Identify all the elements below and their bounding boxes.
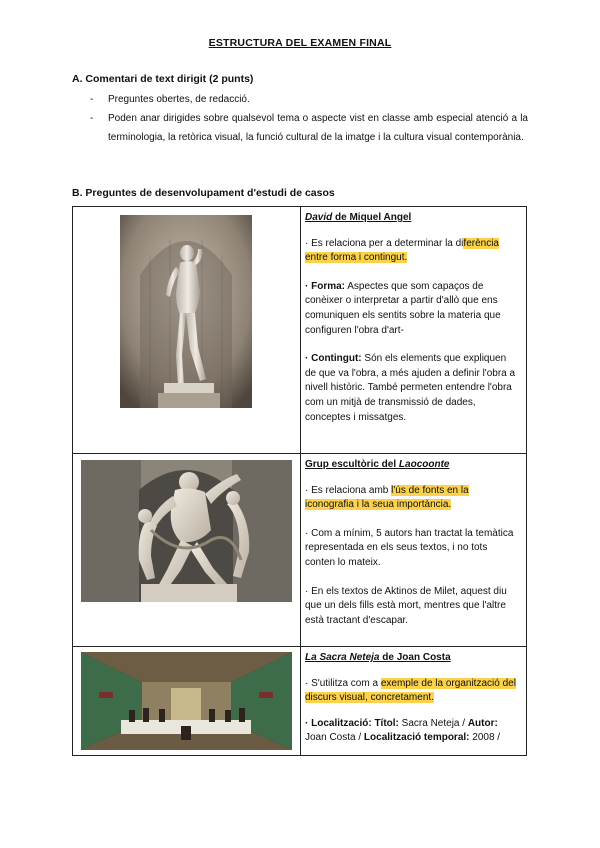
intro-text: · Es relaciona per a determinar la di (305, 237, 464, 249)
forma-label: · Forma: (305, 280, 345, 292)
intro-text: · Es relaciona amb (305, 484, 392, 496)
case-intro (305, 677, 520, 706)
localitzacio-paragraph (305, 717, 520, 746)
case-study-table (72, 206, 527, 756)
section-a-title: A. Comentari de text dirigit (2 punts) (72, 73, 254, 85)
autor-label: Autor: (467, 717, 498, 729)
case-title-rest: de Joan Costa (379, 652, 451, 663)
sacra-neteja-painting-image (81, 652, 292, 750)
bullet-item (72, 109, 528, 147)
temporal-value: 2008 / (469, 732, 501, 744)
david-statue-image (120, 215, 252, 408)
bullet-dash: - (90, 94, 94, 105)
case-intro (305, 484, 520, 513)
forma-paragraph (305, 280, 520, 338)
case-title-italic: David (305, 212, 333, 223)
bullet-item (72, 90, 528, 109)
case-title-italic: La Sacra Neteja (305, 652, 380, 663)
aktinos-paragraph: · En els textos de Aktinos de Milet, aquest diu que un dels fills està mort, mentres que l'altre està tractant d'escapar. (305, 585, 507, 626)
case-intro (305, 237, 520, 266)
autor-value: Joan Costa / (305, 732, 364, 744)
case-title (305, 651, 520, 666)
bullet-dash: - (90, 113, 94, 124)
case-row-laocoonte (73, 454, 526, 647)
image-cell (73, 207, 301, 453)
contingut-paragraph (305, 352, 520, 425)
intro-text: · S'utilitza com a (305, 677, 381, 689)
contingut-text: Són els elements que expliquen de que va l'obra, a més ajuden a definir l'obra a nivell històric. També permeten entendre l'obra com un mitjà de transmissió de dades, conceptes i missatges. (305, 353, 516, 423)
authors-paragraph: · Com a mínim, 5 autors han tractat la temàtica representada en els seus textos, i no tots conten lo mateix. (305, 527, 514, 568)
localitzacio-label: · Localització: Títol: (305, 717, 399, 729)
case-title-rest: de Miquel Angel (332, 212, 412, 223)
bullet-text: Preguntes obertes, de redacció. (108, 94, 250, 105)
bullet-text: Poden anar dirigides sobre qualsevol tema o aspecte vist en classe amb especial atenció a la terminologia, la retòrica visual, la funció cultural de la imatge i la cultura visual contemporània. (108, 113, 528, 143)
case-title-plain: Grup escultòric del (305, 459, 399, 470)
laocoon-group-image (81, 460, 292, 602)
case-title (305, 211, 520, 226)
highlighted-text: ferència entre forma i contingut. (305, 237, 499, 264)
text-cell (301, 207, 526, 453)
case-row-sacra-neteja (73, 647, 526, 755)
image-cell (73, 454, 301, 646)
page-title: ESTRUCTURA DEL EXAMEN FINAL (208, 37, 392, 49)
case-row-david (73, 207, 526, 454)
case-title (305, 458, 520, 473)
image-cell (73, 647, 301, 755)
case-title-italic: Laocoonte (398, 459, 450, 470)
highlighted-text: l'ús de fonts en la iconografia i la seua importància. (305, 484, 469, 511)
highlighted-text: exemple de la organització del discurs visual, concretament. (305, 677, 516, 704)
temporal-label: Localització temporal: (363, 732, 470, 744)
text-cell (301, 647, 526, 755)
contingut-label: · Contingut: (305, 353, 362, 365)
forma-text: Aspectes que som capaços de conèixer o interpretar a partir d'allò que ens comuniquen els sentits sobre la materia que configuren l'obra d'art- (305, 280, 501, 336)
section-a-bullets (72, 90, 528, 147)
text-cell (301, 454, 526, 646)
title-value: Sacra Neteja / (398, 717, 468, 729)
section-b-title: B. Preguntes de desenvolupament d'estudi de casos (72, 187, 335, 199)
